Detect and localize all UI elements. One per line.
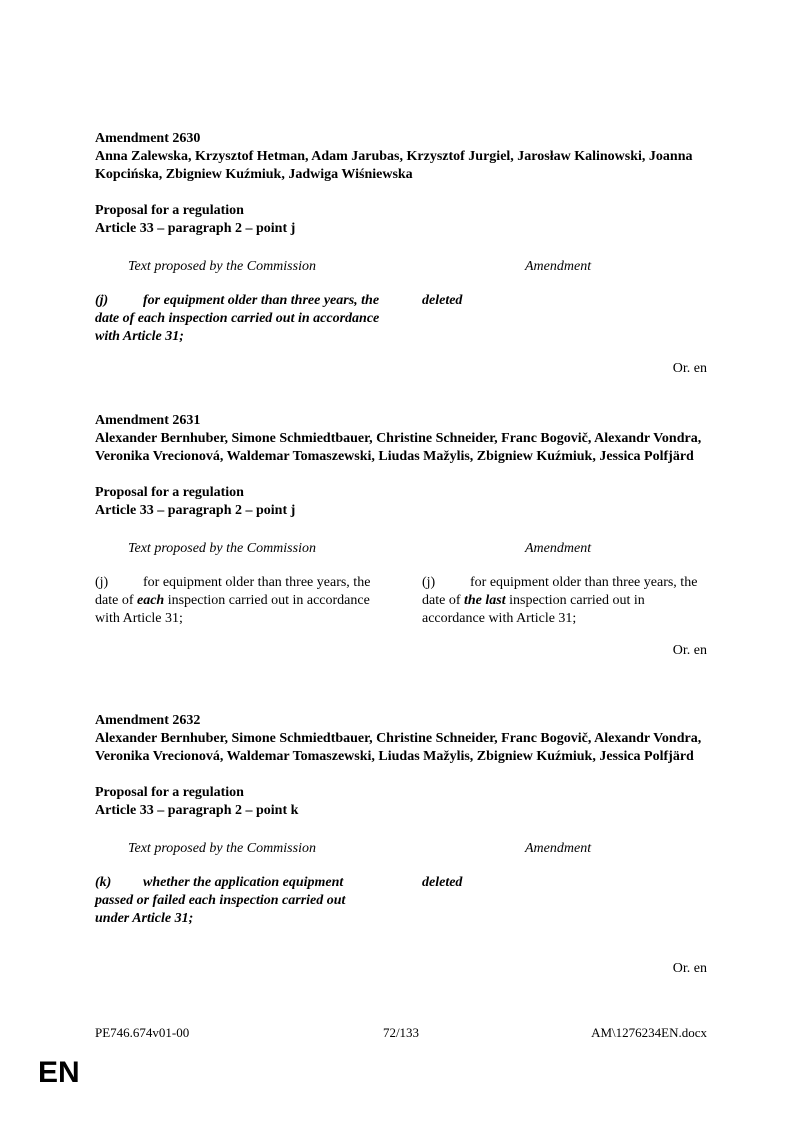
commission-text <box>95 292 380 346</box>
amendment-2632 <box>95 712 707 978</box>
amendment-title: Amendment 2630 <box>95 131 201 146</box>
point-label: (k) <box>95 875 112 890</box>
amendment-text: deleted <box>422 293 463 308</box>
commission-text-body: for equipment older than three years, the date of each inspection carried out in accordance with Article 31; <box>95 293 380 344</box>
heading-amendment: Amendment <box>525 259 592 274</box>
commission-text-post: inspection carried out in accordance with Article 31; <box>95 593 370 626</box>
amendment-text: deleted <box>422 875 463 890</box>
commission-text-pre: for equipment older than three years, the date of <box>95 575 371 608</box>
proposal-label: Proposal for a regulation <box>95 485 244 500</box>
commission-text-body: whether the application equipment passed or failed each inspection carried out under Article 31; <box>95 875 346 926</box>
heading-commission-text: Text proposed by the Commission <box>128 259 316 274</box>
original-language: Or. en <box>672 361 707 376</box>
heading-commission-text: Text proposed by the Commission <box>128 841 316 856</box>
amendment-title: Amendment 2632 <box>95 713 201 728</box>
proposal-label: Proposal for a regulation <box>95 203 244 218</box>
amendment-text-emphasis: the last <box>463 593 506 608</box>
comparison-columns <box>95 574 707 628</box>
point-label: (j) <box>422 575 436 590</box>
amendment-text-pre: for equipment older than three years, the date of <box>422 575 698 608</box>
article-reference: Article 33 – paragraph 2 – point j <box>95 221 296 236</box>
heading-amendment: Amendment <box>525 541 592 556</box>
amendment-text <box>422 574 707 628</box>
amendment-authors: Alexander Bernhuber, Simone Schmiedtbauer, Christine Schneider, Franc Bogovič, Alexandr Vondra, Veronika Vrecionová, Waldemar Tomaszewski, Liudas Mažylis, Zbigniew Kuźmiuk, Jessica Polfjärd <box>95 431 702 464</box>
document-filename: AM\1276234EN.docx <box>591 1025 707 1040</box>
commission-text-emphasis: each <box>136 593 165 608</box>
original-language: Or. en <box>672 961 707 976</box>
amendment-authors: Alexander Bernhuber, Simone Schmiedtbauer, Christine Schneider, Franc Bogovič, Alexandr Vondra, Veronika Vrecionová, Waldemar Tomaszewski, Liudas Mažylis, Zbigniew Kuźmiuk, Jessica Polfjärd <box>95 731 702 764</box>
heading-commission-text: Text proposed by the Commission <box>128 541 316 556</box>
amendment-text-post: inspection carried out in accordance with Article 31; <box>422 593 645 626</box>
comparison-columns <box>95 292 707 346</box>
heading-amendment: Amendment <box>525 841 592 856</box>
language-code: EN <box>38 1056 80 1089</box>
page-number: 72/133 <box>382 1025 420 1040</box>
amendment-2631 <box>95 412 707 660</box>
article-reference: Article 33 – paragraph 2 – point k <box>95 803 299 818</box>
column-headings <box>95 840 707 858</box>
document-reference: PE746.674v01-00 <box>95 1025 190 1040</box>
amendment-authors: Anna Zalewska, Krzysztof Hetman, Adam Jarubas, Krzysztof Jurgiel, Jarosław Kalinowski, Joanna Kopcińska, Zbigniew Kuźmiuk, Jadwiga Wiśniewska <box>95 149 693 182</box>
column-headings <box>95 540 707 558</box>
point-label: (j) <box>95 575 109 590</box>
comparison-columns <box>95 874 707 928</box>
proposal-label: Proposal for a regulation <box>95 785 244 800</box>
commission-text <box>95 874 380 928</box>
column-headings <box>95 258 707 276</box>
amendment-2630 <box>95 130 707 378</box>
commission-text <box>95 574 380 628</box>
amendment-title: Amendment 2631 <box>95 413 201 428</box>
point-label: (j) <box>95 293 109 308</box>
page-footer <box>95 1025 707 1043</box>
original-language: Or. en <box>672 643 707 658</box>
article-reference: Article 33 – paragraph 2 – point j <box>95 503 296 518</box>
